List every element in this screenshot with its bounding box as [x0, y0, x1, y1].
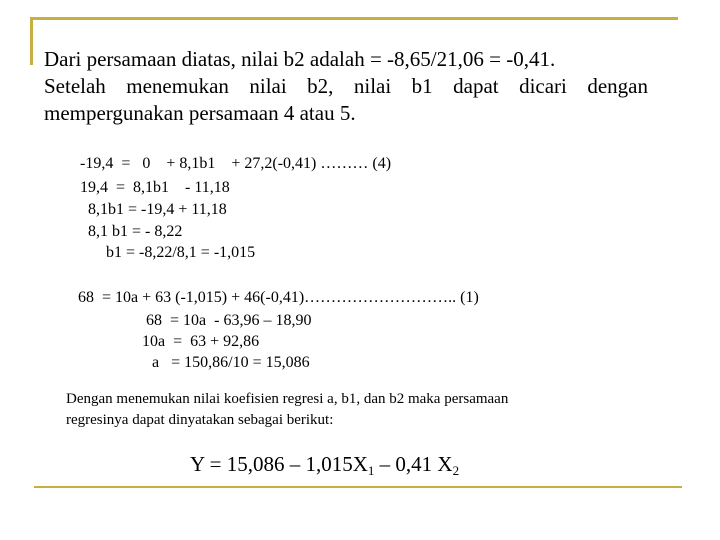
a-equation-line-3: 10a = 63 + 92,86 [142, 333, 260, 350]
frame-bottom-border [34, 486, 682, 488]
regression-mid: – 0,41 X [374, 452, 453, 476]
a-equation-line-1: 68 = 10a + 63 (-1,015) + 46(-0,41)……………………….. (1) [78, 289, 479, 306]
subscript-1: 1 [367, 463, 375, 478]
regression-lhs: Y = 15,086 – 1,015X [190, 452, 368, 476]
conclusion-note [66, 389, 626, 431]
b1-equation-line-1: -19,4 = 0 + 8,1b1 + 27,2(-0,41) ……… (4) [80, 155, 392, 172]
a-equation-line-2: 68 = 10a - 63,96 – 18,90 [146, 312, 312, 329]
b1-equation-line-4: 8,1 b1 = - 8,22 [88, 223, 183, 240]
intro-line-1: Dari persamaan diatas, nilai b2 adalah = -8,65/21,06 = -0,41. [44, 47, 556, 71]
b1-equation-line-3: 8,1b1 = -19,4 + 11,18 [88, 201, 227, 218]
b1-equation-line-5: b1 = -8,22/8,1 = -1,015 [106, 244, 256, 261]
frame-left-border [30, 17, 33, 65]
intro-paragraph [44, 46, 648, 127]
frame-top-border [30, 17, 678, 20]
a-equation-line-4: a = 150,86/10 = 15,086 [152, 354, 310, 371]
conclusion-line-2: regresinya dapat dinyatakan sebagai berikut: [66, 412, 334, 428]
conclusion-line-1: Dengan menemukan nilai koefisien regresi a, b1, dan b2 maka persamaan [66, 391, 509, 407]
subscript-2: 2 [452, 463, 460, 478]
regression-equation [190, 452, 459, 479]
b1-equation-line-2: 19,4 = 8,1b1 - 11,18 [80, 179, 230, 196]
intro-line-3: mempergunakan persamaan 4 atau 5. [44, 101, 356, 125]
intro-line-2: Setelah menemukan nilai b2, nilai b1 dapat dicari dengan [44, 74, 648, 98]
